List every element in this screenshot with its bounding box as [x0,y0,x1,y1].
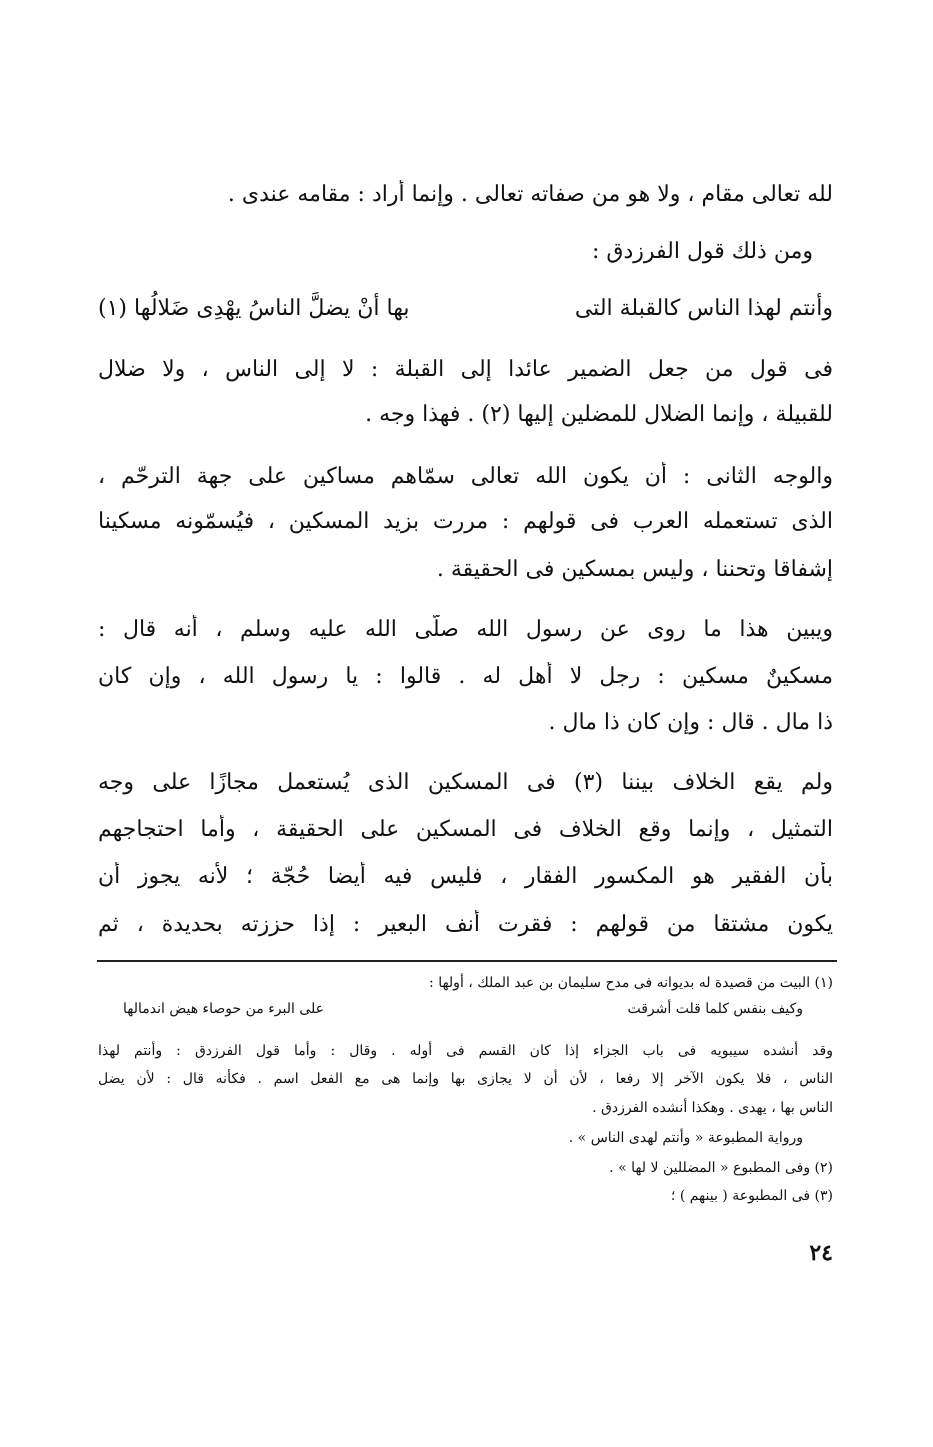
body-line-3: فى قول من جعل الضمير عائدا إلى القبلة : لا إلى الناس ، ولا ضلال [98,357,833,382]
body-line-5: والوجه الثانى : أن يكون الله تعالى سمّاهم مساكين على جهة الترحّم ، [98,464,833,489]
footnote-1-line-6: ورواية المطبوعة « وأنتم لهدى الناس » . [568,1130,803,1146]
body-line-12: التمثيل ، وإنما وقع الخلاف فى المسكين على الحقيقة ، وأما احتجاجهم [98,817,833,842]
body-line-11: ولم يقع الخلاف بيننا (٣) فى المسكين الذى يُستعمل مجازًا على وجه [98,770,833,795]
footnote-3: (٣) فى المطبوعة ( بينهم ) ؛ [670,1188,833,1204]
body-line-14: يكون مشتقا من قولهم : فقرت أنف البعير : إذا حززته بحديدة ، ثم [98,912,833,937]
verse-second-hemistich: بها أنْ يضلَّ الناسُ يهْدِى ضَلالُها (١) [98,296,410,321]
body-line-1: لله تعالى مقام ، ولا هو من صفاته تعالى . وإنما أراد : مقامه عندى . [227,182,833,207]
body-line-4: للقبيلة ، وإنما الضلال للمضلين إليها (٢) . فهذا وجه . [365,402,833,427]
footnote-1-verse [123,998,803,1020]
footnote-1-line-4: الناس ، فلا يكون الآخر إلا رفعا ، لأن أن لا يجازى بها وإنما هى مع الفعل اسم . فكأنه قال : لأن يضل [98,1071,833,1087]
page-number: ٢٤ [809,1240,833,1266]
footnote-verse-first: وكيف بنفس كلما قلت أشرقت [627,1001,803,1017]
body-line-8: ويبين هذا ما روى عن رسول الله صلّى الله عليه وسلم ، أنه قال : [98,617,833,642]
verse-first-hemistich: وأنتم لهذا الناس كالقبلة التى [574,296,833,321]
body-line-10: ذا مال . قال : وإن كان ذا مال . [548,710,833,735]
body-line-2: ومن ذلك قول الفرزدق : [591,239,813,264]
footnote-1-intro: (١) البيت من قصيدة له بديوانه فى مدح سليمان بن عبد الملك ، أولها : [429,975,833,991]
footnote-2: (٢) وفى المطبوع « المضللين لا لها » . [609,1160,833,1176]
poetry-verse [98,294,833,324]
footnote-1-line-5: الناس بها ، يهدى . وهكذا أنشده الفرزدق . [592,1100,833,1116]
body-line-9: مسكينٌ مسكين : رجل لا أهل له . قالوا : يا رسول الله ، وإن كان [98,664,833,689]
footnote-verse-second: على البرء من حوصاء هيض اندمالها [123,1001,325,1017]
body-line-13: بأن الفقير هو المكسور الفقار ، فليس فيه أيضا حُجّة ؛ لأنه يجوز أن [98,864,833,889]
footnote-separator [97,960,837,962]
body-line-6: الذى تستعمله العرب فى قولهم : مررت بزيد المسكين ، فيُسمّونه مسكينا [98,509,833,534]
body-line-7: إشفاقا وتحننا ، وليس بمسكين فى الحقيقة . [436,557,833,582]
footnote-1-line-3: وقد أنشده سيبويه فى باب الجزاء إذا كان القسم فى أوله . وقال : وأما قول الفرزدق : وأنتم لهذا [98,1043,833,1059]
